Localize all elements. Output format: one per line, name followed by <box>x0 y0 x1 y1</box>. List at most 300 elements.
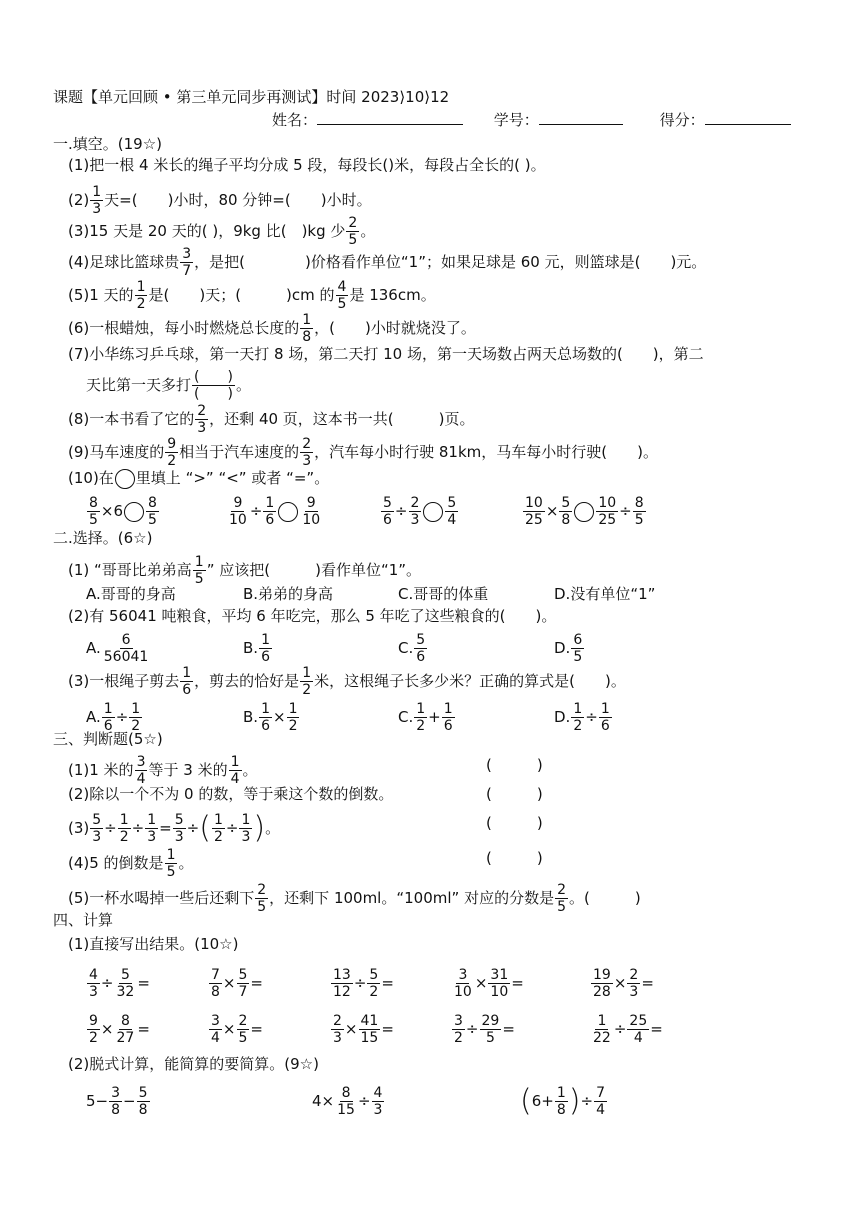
text-segment: ” 应该把( )看作单位“1”。 <box>206 561 422 579</box>
text-segment: 。 <box>360 222 376 240</box>
text-segment: B. <box>243 708 259 726</box>
s1-q5 <box>68 280 436 311</box>
id-blank <box>539 124 623 125</box>
denominator: 6 <box>383 512 392 528</box>
calc-1 <box>86 968 150 999</box>
numerator: 3 <box>111 1085 121 1101</box>
denominator: 5 <box>148 512 157 528</box>
text-segment: × <box>545 502 559 520</box>
numerator: 7 <box>596 1085 605 1101</box>
text-segment: (5)一杯水喝掉一些后还剩下 <box>68 889 255 907</box>
fraction <box>300 496 322 527</box>
text-segment: (10)在 <box>68 469 114 487</box>
fraction <box>102 633 151 664</box>
fraction <box>115 968 137 999</box>
denominator: 6 <box>103 718 113 734</box>
text-segment: ) <box>568 1083 581 1119</box>
numerator: 1 <box>166 847 176 863</box>
denominator: 12 <box>333 984 351 1000</box>
numerator: 8 <box>120 1013 130 1029</box>
numerator: 31 <box>490 967 509 983</box>
denominator: 2 <box>416 718 426 734</box>
text-segment: D. <box>554 639 571 657</box>
numerator: 2 <box>197 403 207 419</box>
text-segment: ÷ <box>249 502 263 520</box>
numerator: 5 <box>383 495 392 511</box>
denominator: 27 <box>116 1030 135 1046</box>
s1-q10 <box>68 468 329 489</box>
expr-3 <box>520 1083 608 1119</box>
s2-q3 <box>68 666 626 697</box>
compare-item-2 <box>226 496 323 527</box>
denominator: 8 <box>561 512 571 528</box>
text-segment: ÷ <box>353 974 367 992</box>
calc-8 <box>330 1014 394 1045</box>
text-segment: ÷ <box>104 819 117 837</box>
s1-q1: (1)把一根 4 米长的绳子平均分成 5 段，每段长()米，每段占全长的( )。 <box>68 156 546 174</box>
text-segment: 。( ) <box>569 889 641 907</box>
denominator: 15 <box>360 1030 379 1046</box>
text-segment: (1) “哥哥比弟弟高 <box>68 561 192 579</box>
numerator: 10 <box>598 495 617 511</box>
fraction <box>300 313 313 344</box>
fraction <box>336 280 349 311</box>
denominator: 5 <box>337 296 347 312</box>
fraction <box>90 185 103 216</box>
s1-q7-line2 <box>86 370 251 401</box>
text-segment: ÷ <box>100 974 114 992</box>
numerator: 1 <box>600 701 610 717</box>
compare-item-3 <box>380 496 459 527</box>
text-segment: + <box>428 708 441 726</box>
fraction <box>180 666 193 697</box>
s2-q1 <box>68 555 421 586</box>
numerator: 9 <box>89 1013 98 1029</box>
denominator: 5 <box>89 512 98 528</box>
calc-2 <box>208 968 263 999</box>
text-segment: (1)1 米的 <box>68 761 134 779</box>
numerator: 1 <box>261 632 270 648</box>
s2-q3-opt-d <box>554 702 613 733</box>
numerator: 8 <box>89 495 98 511</box>
s1-q7-line1: (7)小华练习乒乓球，第一天打 8 场，第二天打 10 场，第一天场数占两天总场数的( )，第二 <box>68 345 704 363</box>
text-segment: ÷ <box>619 502 632 520</box>
numerator: 29 <box>481 1013 500 1029</box>
s2-q3-opt-c <box>398 702 456 733</box>
denominator: 2 <box>573 718 583 734</box>
denominator: 8 <box>556 1102 566 1118</box>
denominator: 10 <box>229 512 247 528</box>
numerator: ( ) <box>194 369 233 385</box>
denominator: 2 <box>302 682 312 698</box>
text-segment: ( <box>520 1083 532 1119</box>
numerator: 1 <box>597 1013 607 1029</box>
denominator: 2 <box>288 718 298 734</box>
s3-q1 <box>68 755 258 786</box>
text-segment: 相当于汽车速度的 <box>179 443 300 461</box>
denominator: 3 <box>92 201 102 217</box>
numerator: 6 <box>121 632 131 648</box>
denominator: 2 <box>454 1030 463 1046</box>
text-segment: ÷ <box>580 1092 594 1110</box>
numerator: 1 <box>103 701 113 717</box>
text-segment: × <box>474 974 488 992</box>
fraction <box>209 1014 222 1045</box>
numerator: 4 <box>337 279 347 295</box>
text-segment: = <box>502 1020 515 1038</box>
denominator: 10 <box>302 512 321 528</box>
fraction <box>90 813 103 844</box>
fraction <box>571 633 584 664</box>
numerator: 5 <box>238 967 248 983</box>
calc-3 <box>330 968 394 999</box>
numerator: 5 <box>92 812 102 828</box>
denominator: 10 <box>490 984 509 1000</box>
denominator: 5 <box>194 571 204 587</box>
numerator: 1 <box>288 701 298 717</box>
numerator: 10 <box>525 495 543 511</box>
section4-heading: 四、计算 <box>53 911 114 929</box>
denominator: 3 <box>92 829 102 845</box>
denominator: 6 <box>416 649 426 665</box>
numerator: 5 <box>138 1085 148 1101</box>
compare-circle-icon <box>423 502 443 522</box>
text-segment: (9)马车速度的 <box>68 443 165 461</box>
denominator: 3 <box>174 829 184 845</box>
fraction <box>442 702 455 733</box>
numerator: 1 <box>302 665 312 681</box>
fraction <box>255 883 268 914</box>
numerator: 1 <box>213 812 223 828</box>
numerator: 1 <box>119 812 129 828</box>
text-segment: 。 <box>178 854 194 872</box>
fraction <box>229 755 242 786</box>
text-segment: A. <box>86 639 101 657</box>
s4-sub1: (1)直接写出结果。(10☆) <box>68 935 239 953</box>
fraction <box>523 496 545 527</box>
fraction <box>135 755 148 786</box>
text-segment: 里填上 “>” “<” 或者 “=”。 <box>135 469 330 487</box>
s2-q2-opt-c <box>398 633 428 664</box>
denominator: 32 <box>116 984 135 1000</box>
denominator: 2 <box>89 1030 98 1046</box>
s3-q4-answer: ( ) <box>486 849 543 867</box>
fraction <box>488 968 510 999</box>
compare-circle-icon <box>574 502 594 522</box>
fraction <box>445 496 458 527</box>
s1-q3 <box>68 216 375 247</box>
numerator: 13 <box>333 967 351 983</box>
numerator: 41 <box>360 1013 379 1029</box>
fraction <box>409 496 422 527</box>
numerator: 5 <box>174 812 184 828</box>
numerator: 5 <box>447 495 457 511</box>
fraction <box>555 1086 568 1117</box>
fraction <box>367 968 380 999</box>
fraction <box>118 813 131 844</box>
fraction <box>239 813 252 844</box>
text-segment: 天=( )小时，80 分钟=( )小时。 <box>104 191 372 209</box>
denominator: 4 <box>596 1102 605 1118</box>
fraction <box>165 437 178 468</box>
s2-q3-opt-b <box>243 702 300 733</box>
fraction <box>452 968 474 999</box>
numerator: 1 <box>131 701 141 717</box>
numerator: 2 <box>557 882 566 898</box>
numerator: 3 <box>458 967 468 983</box>
s1-q9 <box>68 437 658 468</box>
fraction <box>209 968 222 999</box>
name-label: 姓名： <box>272 111 318 129</box>
fraction <box>596 496 618 527</box>
s3-q2-answer: ( ) <box>486 785 543 803</box>
denominator: 2 <box>136 296 146 312</box>
fraction <box>195 404 208 435</box>
numerator: 1 <box>416 701 426 717</box>
text-segment: B. <box>243 639 259 657</box>
fraction <box>300 437 313 468</box>
s3-q2: (2)除以一个不为 0 的数，等于乘这个数的倒数。 <box>68 785 394 803</box>
text-segment: − <box>95 1092 109 1110</box>
s2-q1-opt-c: C.哥哥的体重 <box>398 585 489 603</box>
text-segment: = <box>137 1020 150 1038</box>
text-segment: (4)5 的倒数是 <box>68 854 164 872</box>
fraction <box>259 702 272 733</box>
denominator: 5 <box>634 512 644 528</box>
denominator: 5 <box>348 232 358 248</box>
text-segment: 6 <box>531 1092 542 1110</box>
score-label: 得分： <box>659 111 705 129</box>
numerator: 1 <box>443 701 453 717</box>
text-segment: = <box>250 1020 263 1038</box>
text-segment: ÷ <box>225 819 239 837</box>
fraction <box>335 1086 357 1117</box>
fraction <box>331 968 353 999</box>
fraction <box>227 496 249 527</box>
denominator: 2 <box>119 829 129 845</box>
fraction <box>145 813 158 844</box>
name-blank <box>317 124 463 125</box>
text-segment: = <box>159 819 172 837</box>
text-segment: 4 <box>312 1092 322 1110</box>
fraction <box>555 883 568 914</box>
fraction <box>359 1014 381 1045</box>
text-segment: ÷ <box>585 708 598 726</box>
text-segment: ÷ <box>613 1020 627 1038</box>
fraction <box>627 1014 649 1045</box>
denominator: 2 <box>167 453 177 469</box>
text-segment: = <box>511 974 524 992</box>
text-segment: (3) <box>68 819 90 837</box>
text-segment: ÷ <box>115 708 129 726</box>
numerator: 2 <box>629 967 639 983</box>
numerator: 8 <box>148 495 157 511</box>
denominator: 5 <box>238 1030 248 1046</box>
s2-q2-opt-b <box>243 633 273 664</box>
s2-q1-opt-d: D.没有单位“1” <box>554 585 656 603</box>
text-segment: = <box>250 974 263 992</box>
numerator: 9 <box>306 495 316 511</box>
numerator: 1 <box>194 554 204 570</box>
fraction <box>115 1014 137 1045</box>
text-segment: 是( )天；( )cm 的 <box>148 286 335 304</box>
text-segment: ÷ <box>465 1020 479 1038</box>
denominator: 8 <box>211 984 220 1000</box>
denominator: 6 <box>443 718 453 734</box>
numerator: 9 <box>167 436 177 452</box>
denominator: 25 <box>598 512 617 528</box>
text-segment: = <box>650 1020 663 1038</box>
s1-q8 <box>68 404 475 435</box>
numerator: 9 <box>233 495 243 511</box>
denominator: 28 <box>593 984 611 1000</box>
text-segment: 。 <box>242 761 258 779</box>
fraction <box>571 702 584 733</box>
text-segment: (4)足球比篮球贵 <box>68 253 180 271</box>
text-segment: − <box>123 1092 136 1110</box>
denominator: 56041 <box>103 649 149 665</box>
numerator: 6 <box>573 632 583 648</box>
numerator: 1 <box>241 812 251 828</box>
denominator: 5 <box>557 899 566 915</box>
s2-q2-opt-a <box>86 633 151 664</box>
s2-q1-opt-b: B.弟弟的身高 <box>243 585 334 603</box>
doc-title: 课题【单元回顾 • 第三单元同步再测试】时间 2023⟩10⟩12 <box>53 88 450 106</box>
section2-heading: 二.选择。(6☆) <box>53 529 153 547</box>
s2-q1-opt-a: A.哥哥的身高 <box>86 585 176 603</box>
denominator: 5 <box>257 899 267 915</box>
denominator: 22 <box>593 1030 611 1046</box>
denominator: 3 <box>410 512 420 528</box>
numerator: 2 <box>333 1013 342 1029</box>
numerator: 5 <box>561 495 571 511</box>
fraction <box>173 813 186 844</box>
numerator: 2 <box>348 215 358 231</box>
compare-circle-icon <box>115 469 135 489</box>
denominator: 6 <box>600 718 610 734</box>
numerator: 3 <box>454 1013 463 1029</box>
numerator: 1 <box>147 812 157 828</box>
calc-5 <box>590 968 654 999</box>
text-segment: × <box>222 1020 236 1038</box>
text-segment: 。 <box>235 376 251 394</box>
text-segment: × <box>222 974 236 992</box>
fraction <box>559 496 572 527</box>
compare-item-1 <box>86 496 160 527</box>
compare-circle-icon <box>278 502 298 522</box>
text-segment: (2) <box>68 191 90 209</box>
text-segment: ( <box>199 810 211 846</box>
denominator: 4 <box>211 1030 220 1046</box>
numerator: 1 <box>302 312 312 328</box>
numerator: 1 <box>182 665 192 681</box>
text-segment: 6 <box>113 502 124 520</box>
denominator: 3 <box>89 984 98 1000</box>
denominator: 6 <box>261 649 270 665</box>
text-segment: ÷ <box>394 502 408 520</box>
numerator: 1 <box>136 279 146 295</box>
expr-1 <box>86 1086 151 1117</box>
fraction <box>87 496 100 527</box>
denominator: ( ) <box>194 386 233 402</box>
denominator: 7 <box>182 263 192 279</box>
denominator: 6 <box>265 512 275 528</box>
text-segment: + <box>541 1092 554 1110</box>
text-segment: ，汽车每小时行驶 81km，马车每小时行驶( )。 <box>314 443 658 461</box>
denominator: 4 <box>230 771 240 787</box>
text-segment: C. <box>398 639 414 657</box>
text-segment: = <box>381 1020 394 1038</box>
denominator: 4 <box>136 771 146 787</box>
s1-q4 <box>68 247 706 278</box>
numerator: 1 <box>265 495 275 511</box>
denominator: 2 <box>131 718 141 734</box>
text-segment: ，还剩下 100ml。“100ml” 对应的分数是 <box>269 889 555 907</box>
section1-heading: 一.填空。(19☆) <box>53 135 163 153</box>
blank-fraction <box>192 370 235 401</box>
numerator: 4 <box>373 1085 383 1101</box>
fraction <box>259 633 272 664</box>
s2-q2: (2)有 56041 吨粮食，平均 6 年吃完，那么 5 年吃了这些粮食的( )。 <box>68 607 557 625</box>
fraction <box>180 247 193 278</box>
denominator: 6 <box>182 682 192 698</box>
compare-circle-icon <box>124 502 144 522</box>
text-segment: = <box>137 974 150 992</box>
denominator: 4 <box>447 512 457 528</box>
denominator: 6 <box>261 718 270 734</box>
numerator: 7 <box>211 967 220 983</box>
fraction <box>452 1014 465 1045</box>
fraction <box>591 1014 613 1045</box>
text-segment: ÷ <box>186 819 200 837</box>
text-segment: A. <box>86 708 101 726</box>
calc-10 <box>590 1014 663 1045</box>
fraction <box>633 496 646 527</box>
denominator: 3 <box>302 453 312 469</box>
numerator: 4 <box>89 967 98 983</box>
fraction <box>627 968 640 999</box>
numerator: 3 <box>182 246 192 262</box>
numerator: 1 <box>230 754 240 770</box>
numerator: 1 <box>556 1085 566 1101</box>
numerator: 19 <box>593 967 611 983</box>
text-segment: (8)一本书看了它的 <box>68 410 195 428</box>
calc-6 <box>86 1014 150 1045</box>
numerator: 25 <box>629 1013 648 1029</box>
text-segment: 天比第一天多打 <box>86 376 192 394</box>
fraction <box>414 633 427 664</box>
text-segment: 5 <box>86 1092 96 1110</box>
denominator: 25 <box>525 512 543 528</box>
text-segment: (5)1 天的 <box>68 286 134 304</box>
denominator: 3 <box>147 829 157 845</box>
text-segment: ，( )小时就烧没了。 <box>314 319 476 337</box>
numerator: 2 <box>302 436 312 452</box>
s3-q4 <box>68 848 194 879</box>
text-segment: 米，这根绳子长多少米？正确的算式是( )。 <box>314 672 626 690</box>
numerator: 3 <box>211 1013 220 1029</box>
text-segment: D. <box>554 708 571 726</box>
denominator: 2 <box>369 984 379 1000</box>
numerator: 5 <box>120 967 130 983</box>
fraction <box>135 280 148 311</box>
fraction <box>193 555 206 586</box>
s1-q6 <box>68 313 476 344</box>
text-segment: ) <box>253 810 266 846</box>
fraction <box>109 1086 122 1117</box>
s1-q2 <box>68 185 372 216</box>
text-segment: = <box>641 974 654 992</box>
